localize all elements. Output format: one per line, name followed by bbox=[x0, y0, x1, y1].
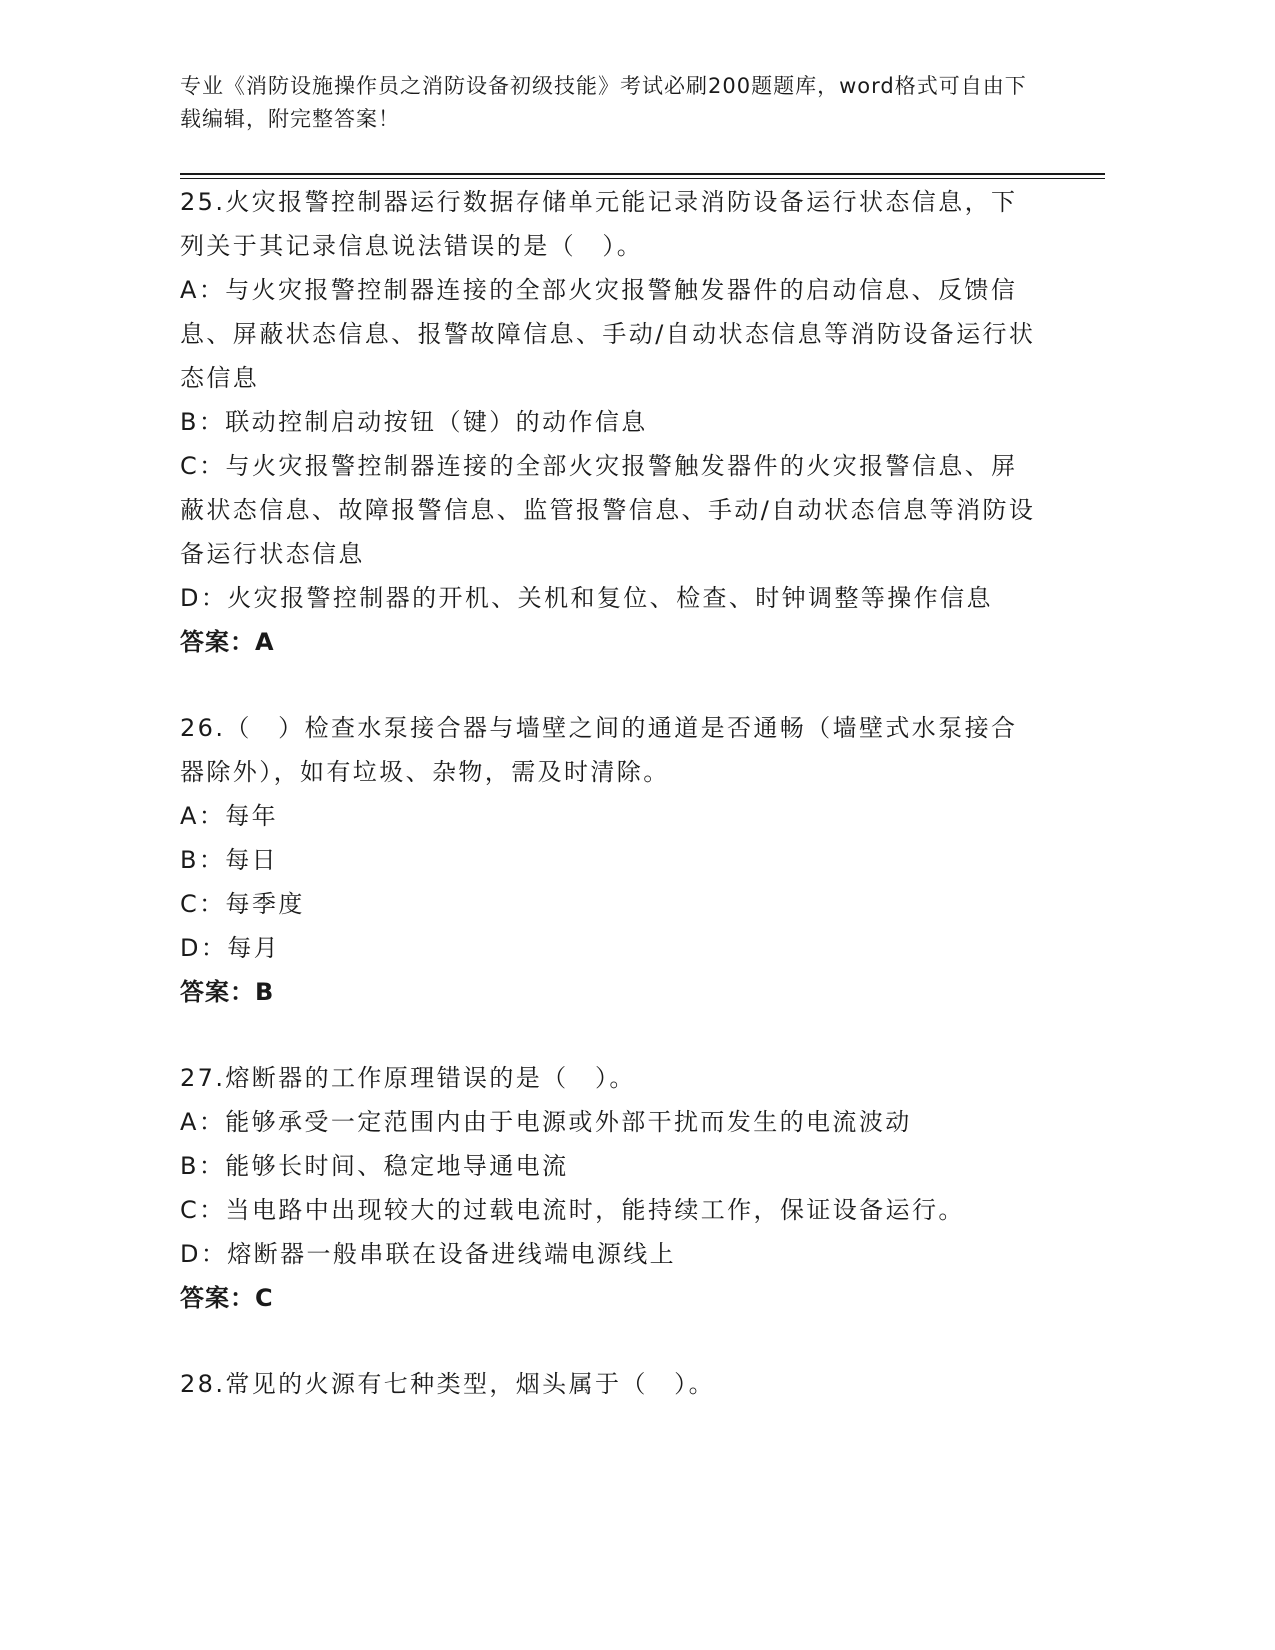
question-text: 27.熔断器的工作原理错误的是（ ）。 bbox=[180, 1064, 636, 1092]
document-header: 专业《消防设施操作员之消防设备初级技能》考试必刷200题题库，word格式可自由下载编辑，附完整答案！ bbox=[180, 74, 1027, 131]
option-c: C：每季度 bbox=[180, 890, 305, 918]
option-b: B：能够长时间、稳定地导通电流 bbox=[180, 1152, 569, 1180]
option-b: B：联动控制启动按钮（键）的动作信息 bbox=[180, 408, 648, 436]
question-text: 25.火灾报警控制器运行数据存储单元能记录消防设备运行状态信息，下列关于其记录信息说法错误的是（ ）。 bbox=[180, 188, 1018, 260]
question-text: 26.（ ）检查水泵接合器与墙壁之间的通道是否通畅（墙壁式水泵接合器除外），如有垃圾、杂物，需及时清除。 bbox=[180, 714, 1018, 786]
header-divider-thin bbox=[180, 178, 1105, 179]
option-c: C：当电路中出现较大的过载电流时，能持续工作，保证设备运行。 bbox=[180, 1196, 965, 1224]
question-28 bbox=[180, 1362, 1040, 1406]
option-a: A：每年 bbox=[180, 802, 279, 830]
option-d: D：熔断器一般串联在设备进线端电源线上 bbox=[180, 1240, 677, 1268]
question-26 bbox=[180, 706, 1040, 1014]
option-d: D：火灾报警控制器的开机、关机和复位、检查、时钟调整等操作信息 bbox=[180, 584, 993, 612]
question-25 bbox=[180, 180, 1040, 664]
answer: 答案：B bbox=[180, 978, 275, 1006]
question-list bbox=[180, 180, 1040, 1448]
option-b: B：每日 bbox=[180, 846, 279, 874]
option-a: A：与火灾报警控制器连接的全部火灾报警触发器件的启动信息、反馈信息、屏蔽状态信息、报警故障信息、手动/自动状态信息等消防设备运行状态信息 bbox=[180, 276, 1036, 392]
option-c: C：与火灾报警控制器连接的全部火灾报警触发器件的火灾报警信息、屏蔽状态信息、故障报警信息、监管报警信息、手动/自动状态信息等消防设备运行状态信息 bbox=[180, 452, 1036, 568]
header-divider-thick bbox=[180, 173, 1105, 175]
question-27 bbox=[180, 1056, 1040, 1320]
answer: 答案：C bbox=[180, 1284, 274, 1312]
question-text: 28.常见的火源有七种类型，烟头属于（ ）。 bbox=[180, 1370, 715, 1398]
option-a: A：能够承受一定范围内由于电源或外部干扰而发生的电流波动 bbox=[180, 1108, 912, 1136]
answer: 答案：A bbox=[180, 628, 275, 656]
option-d: D：每月 bbox=[180, 934, 281, 962]
